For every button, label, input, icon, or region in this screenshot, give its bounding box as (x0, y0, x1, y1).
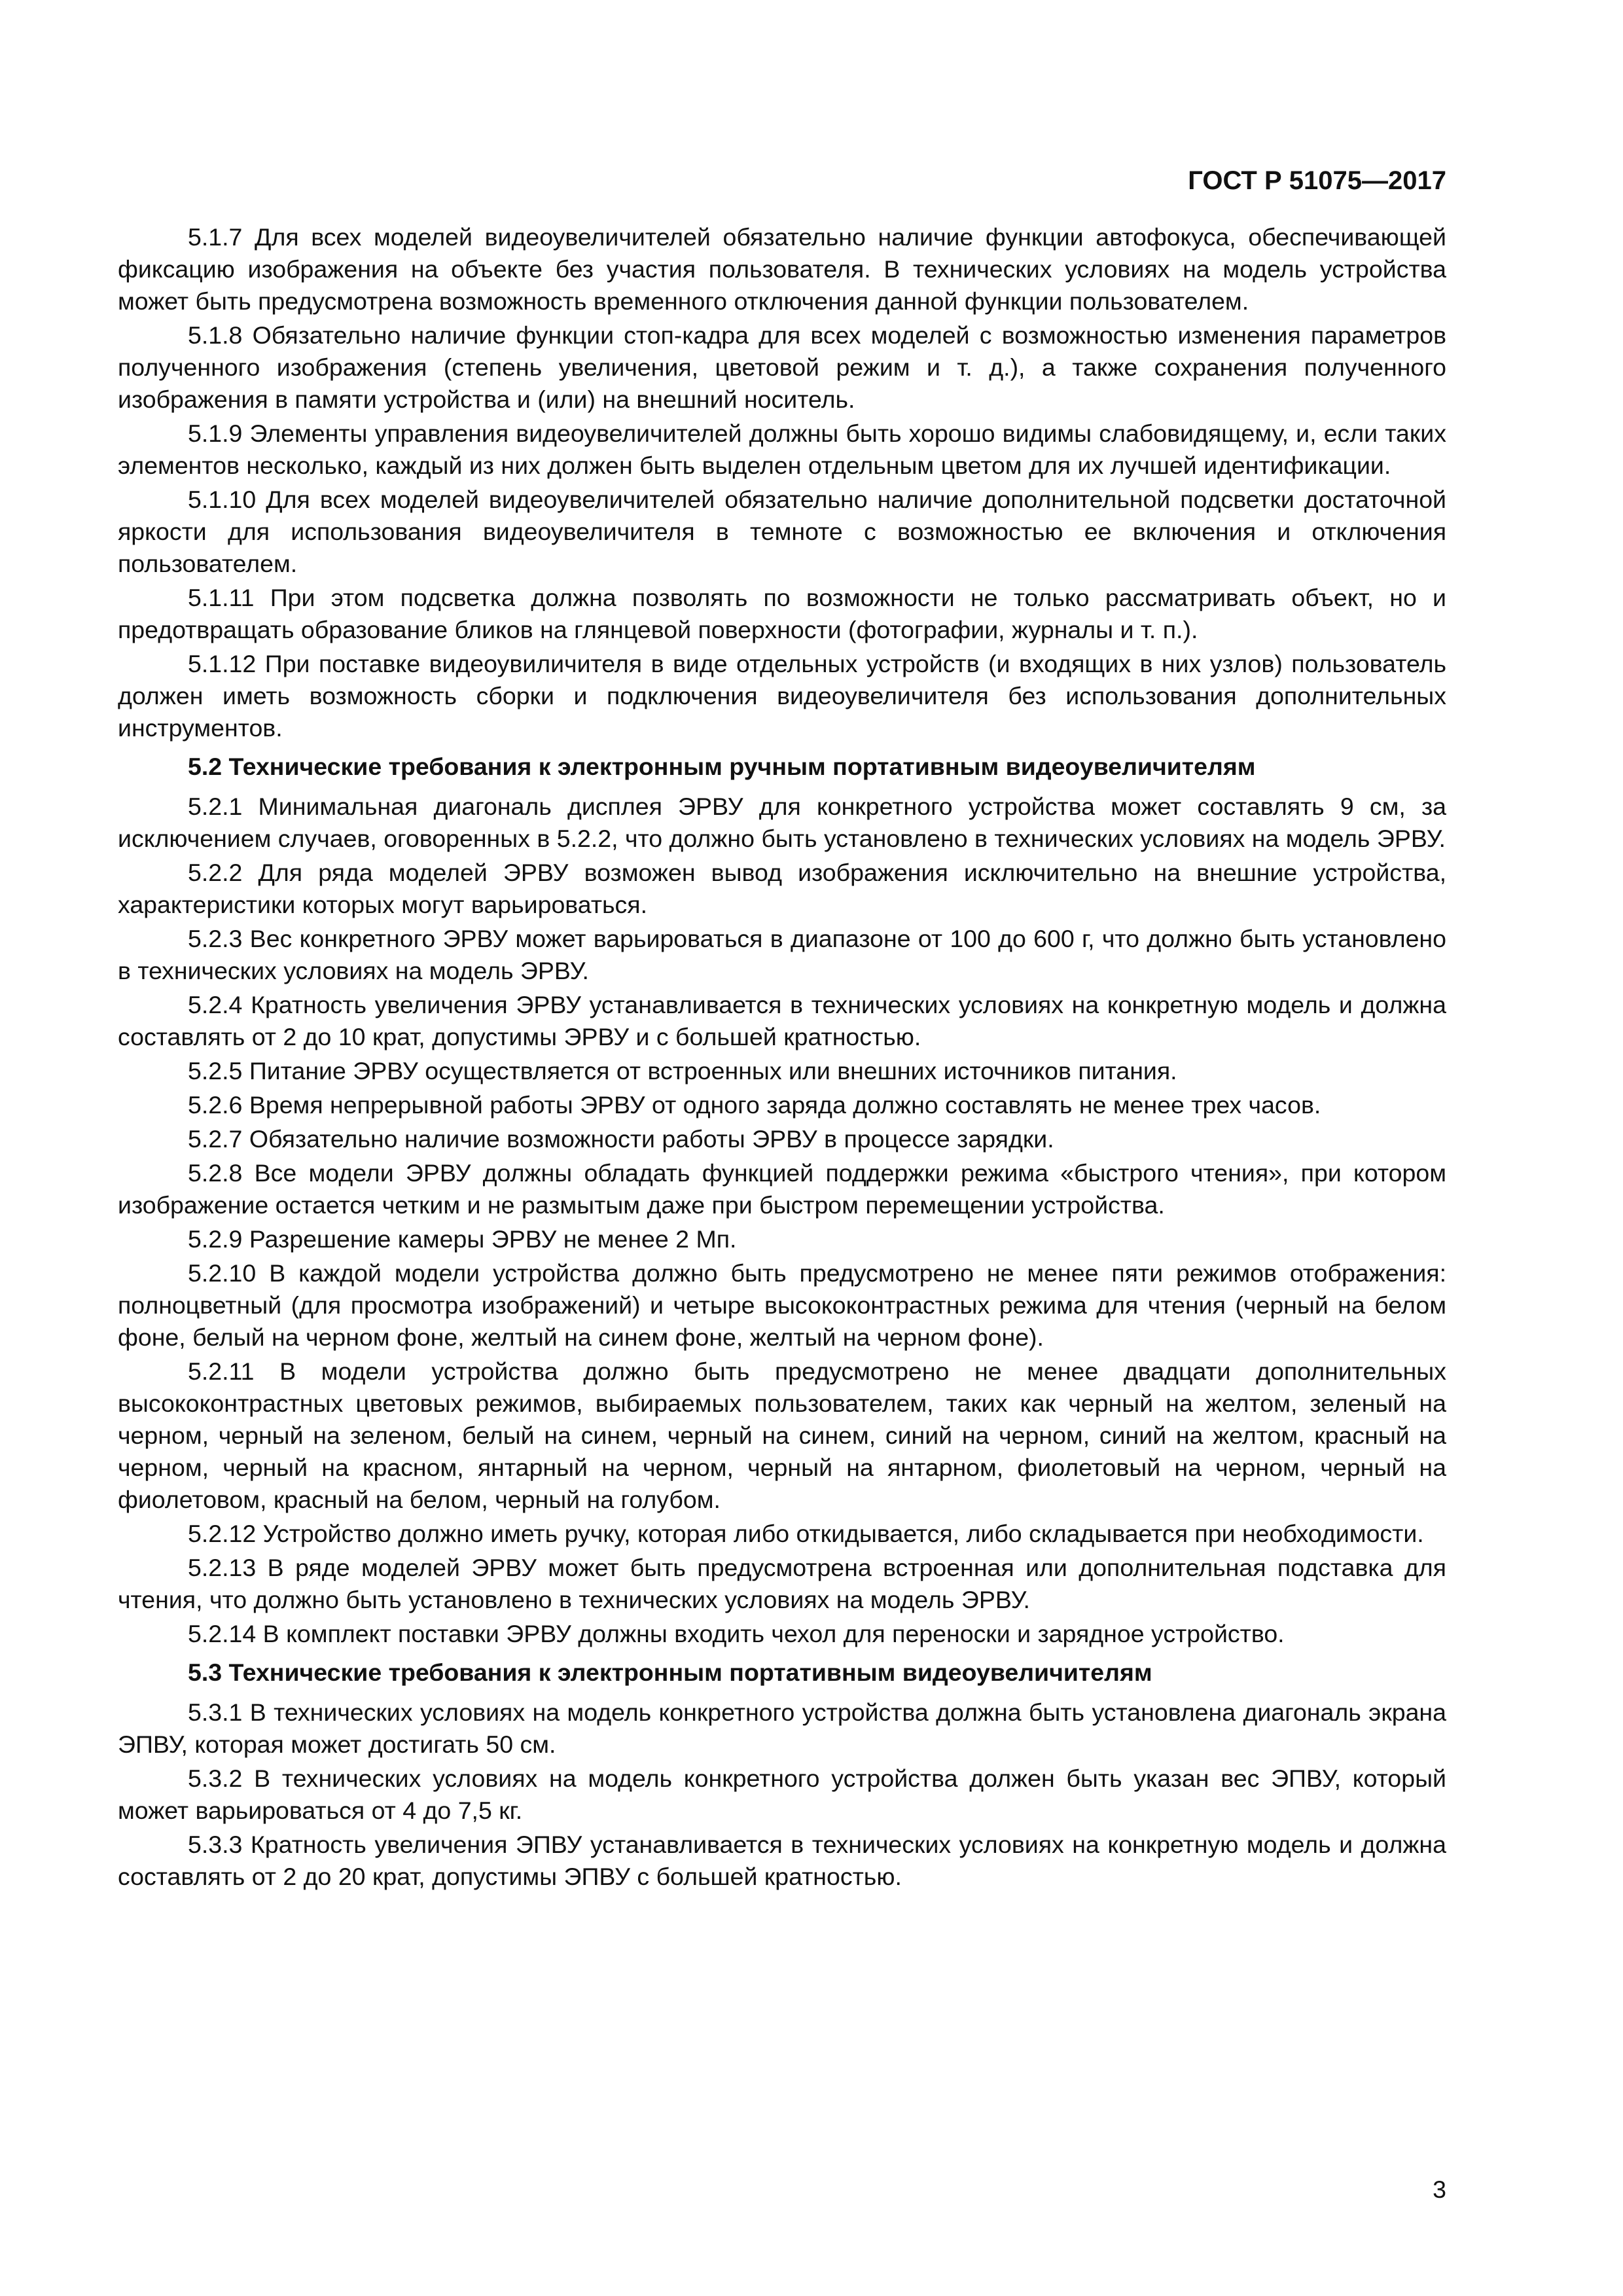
paragraph-5-1-10: 5.1.10 Для всех моделей видеоувеличителей обязательно наличие дополнительной подсветки достаточной яркости для использования видеоувеличителя в темноте с возможностью ее включения и отключения пользователем. (118, 486, 1446, 577)
paragraph-5-2-14: 5.2.14 В комплект поставки ЭРВУ должны входить чехол для переноски и зарядное устройство. (188, 1620, 1285, 1647)
paragraph-5-2-8: 5.2.8 Все модели ЭРВУ должны обладать функцией поддержки режима «быстрого чтения», при котором изображение остается четким и не размытым даже при быстром перемещении устройства. (118, 1159, 1446, 1219)
paragraph-5-2-7: 5.2.7 Обязательно наличие возможности работы ЭРВУ в процессе зарядки. (188, 1125, 1054, 1153)
section-heading-5-3: 5.3 Технические требования к электронным портативным видеоувеличителям (188, 1659, 1152, 1686)
paragraph-5-2-1: 5.2.1 Минимальная диагональ дисплея ЭРВУ для конкретного устройства может составлять 9 см, за исключением случаев, оговоренных в 5.2.2, что должно быть установлено в технических условиях на модель ЭРВУ. (118, 793, 1446, 852)
paragraph-5-2-11: 5.2.11 В модели устройства должно быть предусмотрено не менее двадцати дополнительных высококонтрастных цветовых режимов, выбираемых пользователем, таких как черный на желтом, зеленый на черном, черный на зеленом, белый на синем, черный на синем, синий на черном, синий на желтом, красный на черном, черный на красном, янтарный на черном, черный на янтарном, фиолетовый на черном, черный на фиолетовом, красный на белом, черный на голубом. (118, 1357, 1446, 1513)
paragraph-5-1-8: 5.1.8 Обязательно наличие функции стоп-кадра для всех моделей с возможностью изменения параметров полученного изображения (степень увеличения, цветовой режим и т. д.), а также сохранения полученного изображения в памяти устройства и (или) на внешний носитель. (118, 321, 1446, 413)
document-page (118, 151, 1446, 2206)
paragraph-5-2-2: 5.2.2 Для ряда моделей ЭРВУ возможен вывод изображения исключительно на внешние устройства, характеристики которых могут варьироваться. (118, 859, 1446, 918)
section-heading-5-2: 5.2 Технические требования к электронным ручным портативным видеоувеличителям (188, 753, 1256, 780)
paragraph-5-1-12: 5.1.12 При поставке видеоувиличителя в виде отдельных устройств (и входящих в них узлов) пользователь должен иметь возможность сборки и подключения видеоувеличителя без использования дополнительных инструментов. (118, 650, 1446, 742)
paragraph-5-1-11: 5.1.11 При этом подсветка должна позволять по возможности не только рассматривать объект, но и предотвращать образование бликов на глянцевой поверхности (фотографии, журналы и т. п.). (118, 584, 1446, 643)
paragraph-5-3-3: 5.3.3 Кратность увеличения ЭПВУ устанавливается в технических условиях на конкретную модель и должна составлять от 2 до 20 крат, допустимы ЭПВУ с большей кратностью. (118, 1831, 1446, 1890)
paragraph-5-2-9: 5.2.9 Разрешение камеры ЭРВУ не менее 2 Мп. (188, 1225, 737, 1253)
paragraph-5-2-4: 5.2.4 Кратность увеличения ЭРВУ устанавливается в технических условиях на конкретную модель и должна составлять от 2 до 10 крат, допустимы ЭРВУ и с большей кратностью. (118, 991, 1446, 1050)
paragraph-5-3-2: 5.3.2 В технических условиях на модель конкретного устройства должен быть указан вес ЭПВУ, который может варьироваться от 4 до 7,5 кг. (118, 1765, 1446, 1824)
paragraph-5-1-7: 5.1.7 Для всех моделей видеоувеличителей обязательно наличие функции автофокуса, обеспечивающей фиксацию изображения на объекте без участия пользователя. В технических условиях на модель устройства может быть предусмотрена возможность временного отключения данной функции пользователем. (118, 223, 1446, 315)
paragraph-5-2-6: 5.2.6 Время непрерывной работы ЭРВУ от одного заряда должно составлять не менее трех часов. (188, 1091, 1321, 1119)
standard-designation: ГОСТ Р 51075—2017 (1188, 166, 1446, 195)
paragraph-5-2-10: 5.2.10 В каждой модели устройства должно быть предусмотрено не менее пяти режимов отображения: полноцветный (для просмотра изображений) и четыре высококонтрастных режима для чтения (черный на белом фоне, белый на черном фоне, желтый на синем фоне, желтый на черном фоне). (118, 1259, 1446, 1351)
page-number: 3 (1433, 2176, 1446, 2203)
paragraph-5-1-9: 5.1.9 Элементы управления видеоувеличителей должны быть хорошо видимы слабовидящему, и, если таких элементов несколько, каждый из них должен быть выделен отдельным цветом для их лучшей идентификации. (118, 420, 1446, 479)
paragraph-5-3-1: 5.3.1 В технических условиях на модель конкретного устройства должна быть установлена диагональ экрана ЭПВУ, которая может достигать 50 см. (118, 1698, 1446, 1758)
paragraph-5-2-12: 5.2.12 Устройство должно иметь ручку, которая либо откидывается, либо складывается при необходимости. (188, 1520, 1424, 1547)
paragraph-5-2-3: 5.2.3 Вес конкретного ЭРВУ может варьироваться в диапазоне от 100 до 600 г, что должно быть установлено в технических условиях на модель ЭРВУ. (118, 925, 1446, 984)
document-body (118, 221, 1446, 1895)
paragraph-5-2-13: 5.2.13 В ряде моделей ЭРВУ может быть предусмотрена встроенная или дополнительная подставка для чтения, что должно быть установлено в технических условиях на модель ЭРВУ. (118, 1554, 1446, 1613)
paragraph-5-2-5: 5.2.5 Питание ЭРВУ осуществляется от встроенных или внешних источников питания. (188, 1057, 1177, 1085)
